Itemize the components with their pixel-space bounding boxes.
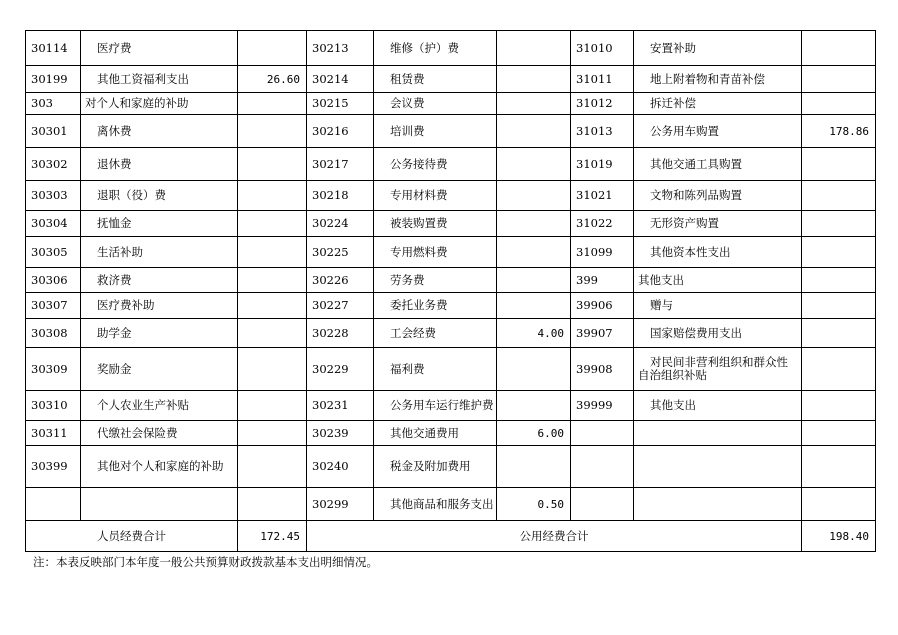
amount-cell <box>497 181 571 211</box>
amount-cell <box>497 237 571 268</box>
account-code-cell <box>571 488 634 521</box>
amount-cell <box>238 319 307 348</box>
account-name-cell: 租赁费 <box>374 66 497 93</box>
table-row <box>26 319 876 348</box>
amount-cell <box>802 293 876 319</box>
account-code-cell: 39907 <box>571 319 634 348</box>
amount-cell <box>238 181 307 211</box>
account-code-cell: 30239 <box>307 421 374 446</box>
amount-cell: 178.86 <box>802 115 876 148</box>
account-name-cell: 其他交通工具购置 <box>634 148 802 181</box>
account-name-cell: 专用材料费 <box>374 181 497 211</box>
account-code-cell: 31019 <box>571 148 634 181</box>
account-name-cell: 其他交通费用 <box>374 421 497 446</box>
account-code-cell: 30299 <box>307 488 374 521</box>
amount-cell <box>238 115 307 148</box>
account-code-cell: 30217 <box>307 148 374 181</box>
account-name-cell: 无形资产购置 <box>634 211 802 237</box>
account-code-cell <box>26 488 81 521</box>
account-name-cell: 税金及附加费用 <box>374 446 497 488</box>
account-code-cell: 30224 <box>307 211 374 237</box>
account-code-cell: 30114 <box>26 31 81 66</box>
personnel-total-label: 人员经费合计 <box>26 521 238 552</box>
account-name-cell: 维修（护）费 <box>374 31 497 66</box>
amount-cell <box>238 237 307 268</box>
account-code-cell: 31012 <box>571 93 634 115</box>
amount-cell <box>238 268 307 293</box>
account-name-cell <box>634 421 802 446</box>
account-name-cell: 专用燃料费 <box>374 237 497 268</box>
account-code-cell <box>571 446 634 488</box>
amount-cell <box>238 391 307 421</box>
amount-cell <box>802 237 876 268</box>
table-row <box>26 211 876 237</box>
amount-cell <box>238 31 307 66</box>
table-row <box>26 93 876 115</box>
account-name-cell: 国家赔偿费用支出 <box>634 319 802 348</box>
account-name-cell: 助学金 <box>81 319 238 348</box>
account-code-cell: 39999 <box>571 391 634 421</box>
account-code-cell: 30215 <box>307 93 374 115</box>
account-name-cell: 其他支出 <box>634 391 802 421</box>
table-row <box>26 31 876 66</box>
account-name-cell <box>634 446 802 488</box>
account-name-cell: 离休费 <box>81 115 238 148</box>
account-code-cell: 30213 <box>307 31 374 66</box>
account-name-cell: 安置补助 <box>634 31 802 66</box>
table-row <box>26 421 876 446</box>
account-name-cell: 公务用车运行维护费 <box>374 391 497 421</box>
account-code-cell: 31013 <box>571 115 634 148</box>
account-code-cell: 30301 <box>26 115 81 148</box>
table-row <box>26 348 876 391</box>
account-code-cell: 30310 <box>26 391 81 421</box>
account-name-cell: 地上附着物和青苗补偿 <box>634 66 802 93</box>
amount-cell <box>802 31 876 66</box>
account-code-cell: 30216 <box>307 115 374 148</box>
table-row <box>26 115 876 148</box>
totals-row <box>26 521 876 552</box>
account-name-cell <box>81 488 238 521</box>
expenditure-detail-table <box>25 30 876 552</box>
account-name-cell: 代缴社会保险费 <box>81 421 238 446</box>
account-code-cell: 30304 <box>26 211 81 237</box>
account-code-cell: 30228 <box>307 319 374 348</box>
account-code-cell: 31021 <box>571 181 634 211</box>
amount-cell <box>238 148 307 181</box>
account-name-cell: 对民间非营利组织和群众性自治组织补贴 <box>634 348 802 391</box>
account-name-cell: 其他资本性支出 <box>634 237 802 268</box>
amount-cell <box>497 66 571 93</box>
amount-cell <box>238 488 307 521</box>
account-code-cell: 399 <box>571 268 634 293</box>
personnel-total-value: 172.45 <box>238 521 307 552</box>
table-row <box>26 268 876 293</box>
account-code-cell: 31010 <box>571 31 634 66</box>
amount-cell <box>802 488 876 521</box>
account-code-cell: 39908 <box>571 348 634 391</box>
amount-cell <box>802 181 876 211</box>
account-name-cell: 被装购置费 <box>374 211 497 237</box>
account-name-cell: 拆迁补偿 <box>634 93 802 115</box>
account-code-cell: 30305 <box>26 237 81 268</box>
account-name-cell: 个人农业生产补贴 <box>81 391 238 421</box>
account-name-cell: 退职（役）费 <box>81 181 238 211</box>
amount-cell: 0.50 <box>497 488 571 521</box>
account-code-cell: 30229 <box>307 348 374 391</box>
table-body <box>26 31 876 521</box>
account-code-cell: 30226 <box>307 268 374 293</box>
amount-cell <box>497 211 571 237</box>
table-row <box>26 488 876 521</box>
amount-cell <box>238 93 307 115</box>
amount-cell: 6.00 <box>497 421 571 446</box>
amount-cell <box>238 211 307 237</box>
account-code-cell: 30311 <box>26 421 81 446</box>
table-row <box>26 293 876 319</box>
account-name-cell: 赠与 <box>634 293 802 319</box>
table-row <box>26 237 876 268</box>
account-name-cell: 退休费 <box>81 148 238 181</box>
account-code-cell: 30227 <box>307 293 374 319</box>
account-name-cell: 公务用车购置 <box>634 115 802 148</box>
public-total-label: 公用经费合计 <box>307 521 802 552</box>
account-code-cell <box>571 421 634 446</box>
amount-cell: 26.60 <box>238 66 307 93</box>
account-code-cell: 30199 <box>26 66 81 93</box>
public-total-value: 198.40 <box>802 521 876 552</box>
account-name-cell: 培训费 <box>374 115 497 148</box>
account-name-cell: 医疗费补助 <box>81 293 238 319</box>
account-name-cell: 会议费 <box>374 93 497 115</box>
account-code-cell: 30309 <box>26 348 81 391</box>
amount-cell <box>497 31 571 66</box>
amount-cell <box>802 446 876 488</box>
amount-cell <box>238 293 307 319</box>
account-code-cell: 30302 <box>26 148 81 181</box>
amount-cell <box>802 211 876 237</box>
account-code-cell: 30225 <box>307 237 374 268</box>
amount-cell <box>497 293 571 319</box>
account-code-cell: 30240 <box>307 446 374 488</box>
account-name-cell: 救济费 <box>81 268 238 293</box>
account-name-cell: 奖励金 <box>81 348 238 391</box>
account-name-cell <box>634 488 802 521</box>
table-row <box>26 446 876 488</box>
amount-cell <box>802 421 876 446</box>
account-name-cell: 文物和陈列品购置 <box>634 181 802 211</box>
amount-cell <box>497 268 571 293</box>
account-code-cell: 31022 <box>571 211 634 237</box>
account-name-cell: 其他商品和服务支出 <box>374 488 497 521</box>
account-name-cell: 其他支出 <box>634 268 802 293</box>
account-code-cell: 30231 <box>307 391 374 421</box>
table-row <box>26 66 876 93</box>
amount-cell <box>238 446 307 488</box>
account-code-cell: 39906 <box>571 293 634 319</box>
account-code-cell: 31011 <box>571 66 634 93</box>
amount-cell <box>802 319 876 348</box>
account-name-cell: 劳务费 <box>374 268 497 293</box>
account-name-cell: 其他对个人和家庭的补助 <box>81 446 238 488</box>
table-row <box>26 148 876 181</box>
account-code-cell: 30308 <box>26 319 81 348</box>
account-code-cell: 30218 <box>307 181 374 211</box>
amount-cell <box>497 93 571 115</box>
account-name-cell: 抚恤金 <box>81 211 238 237</box>
account-code-cell: 30307 <box>26 293 81 319</box>
amount-cell <box>497 115 571 148</box>
amount-cell <box>497 446 571 488</box>
account-name-cell: 公务接待费 <box>374 148 497 181</box>
account-code-cell: 30399 <box>26 446 81 488</box>
amount-cell <box>802 268 876 293</box>
account-name-cell: 其他工资福利支出 <box>81 66 238 93</box>
table-row <box>26 181 876 211</box>
account-code-cell: 30214 <box>307 66 374 93</box>
account-name-cell: 医疗费 <box>81 31 238 66</box>
amount-cell <box>497 391 571 421</box>
amount-cell <box>802 148 876 181</box>
table-row <box>26 391 876 421</box>
amount-cell <box>238 348 307 391</box>
account-code-cell: 31099 <box>571 237 634 268</box>
account-code-cell: 30306 <box>26 268 81 293</box>
amount-cell <box>497 348 571 391</box>
account-name-cell: 生活补助 <box>81 237 238 268</box>
account-name-cell: 福利费 <box>374 348 497 391</box>
amount-cell <box>802 66 876 93</box>
account-name-cell: 工会经费 <box>374 319 497 348</box>
table-note: 注：本表反映部门本年度一般公共预算财政拨款基本支出明细情况。 <box>33 555 378 569</box>
amount-cell <box>802 348 876 391</box>
account-code-cell: 30303 <box>26 181 81 211</box>
amount-cell <box>238 421 307 446</box>
amount-cell: 4.00 <box>497 319 571 348</box>
account-name-cell: 对个人和家庭的补助 <box>81 93 238 115</box>
amount-cell <box>497 148 571 181</box>
account-code-cell: 303 <box>26 93 81 115</box>
account-name-cell: 委托业务费 <box>374 293 497 319</box>
amount-cell <box>802 93 876 115</box>
amount-cell <box>802 391 876 421</box>
